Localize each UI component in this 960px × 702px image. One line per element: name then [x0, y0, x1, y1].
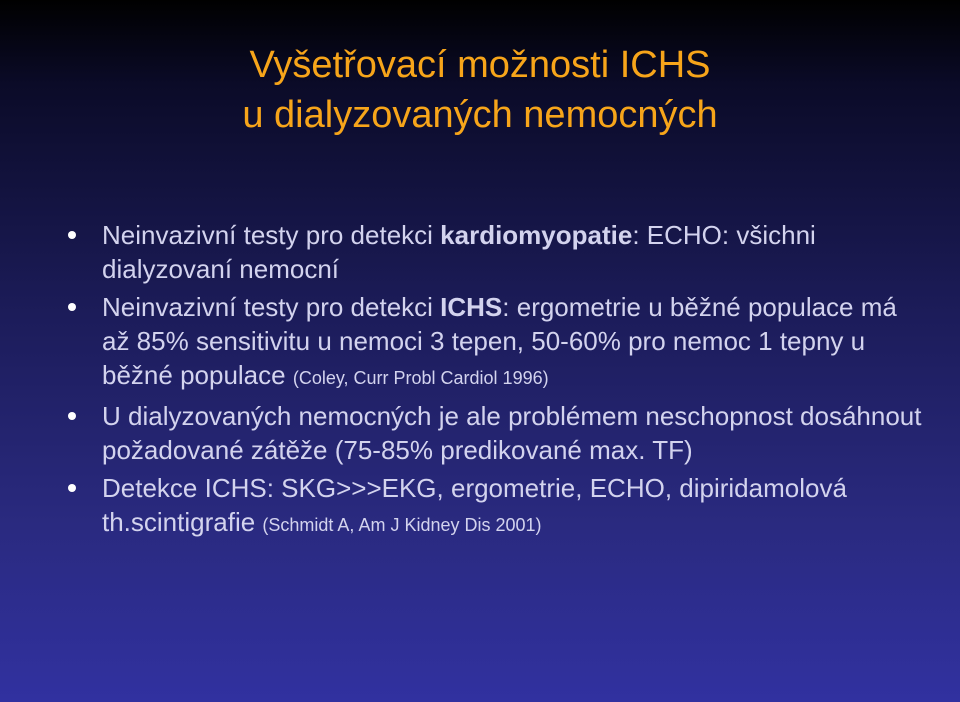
bullet-item — [68, 399, 928, 467]
bullet-reference: (Schmidt A, Am J Kidney Dis 2001) — [262, 515, 542, 535]
title-line-1: Vyšetřovací možnosti ICHS — [249, 44, 711, 86]
bullet-text-bold: kardiomyopatie — [440, 220, 633, 250]
title-line-2: u dialyzovaných nemocných — [242, 94, 718, 136]
bullet-dot-icon — [68, 231, 76, 239]
bullet-dot-icon — [68, 484, 76, 492]
bullet-text-pre: Neinvazivní testy pro detekci — [102, 292, 441, 322]
slide-title — [0, 40, 960, 140]
bullet-reference: (Coley, Curr Probl Cardiol 1996) — [292, 368, 549, 388]
bullet-text-post: : ergometrie u běžné populace má až 85% sensitivitu u nemoci 3 tepen, 50-60% pro nemoc 1 tepny u běžné populace — [102, 292, 897, 390]
bullet-text-bold: ICHS — [440, 292, 503, 322]
bullet-text-pre: Neinvazivní testy pro detekci — [102, 220, 441, 250]
bullet-dot-icon — [68, 303, 76, 311]
bullet-text: U dialyzovaných nemocných je ale problémem neschopnost dosáhnout požadované zátěže (75-85% predikované max. TF) — [102, 401, 922, 465]
bullet-text-post: : ECHO: všichni dialyzovaní nemocní — [102, 220, 816, 284]
bullet-text: Detekce ICHS: SKG>>>EKG, ergometrie, ECHO, dipiridamolová th.scintigrafie — [102, 473, 847, 537]
bullet-dot-icon — [68, 412, 76, 420]
bullet-item — [68, 218, 928, 286]
bullet-list — [68, 218, 928, 546]
bullet-item — [68, 290, 928, 395]
bullet-item — [68, 471, 928, 542]
